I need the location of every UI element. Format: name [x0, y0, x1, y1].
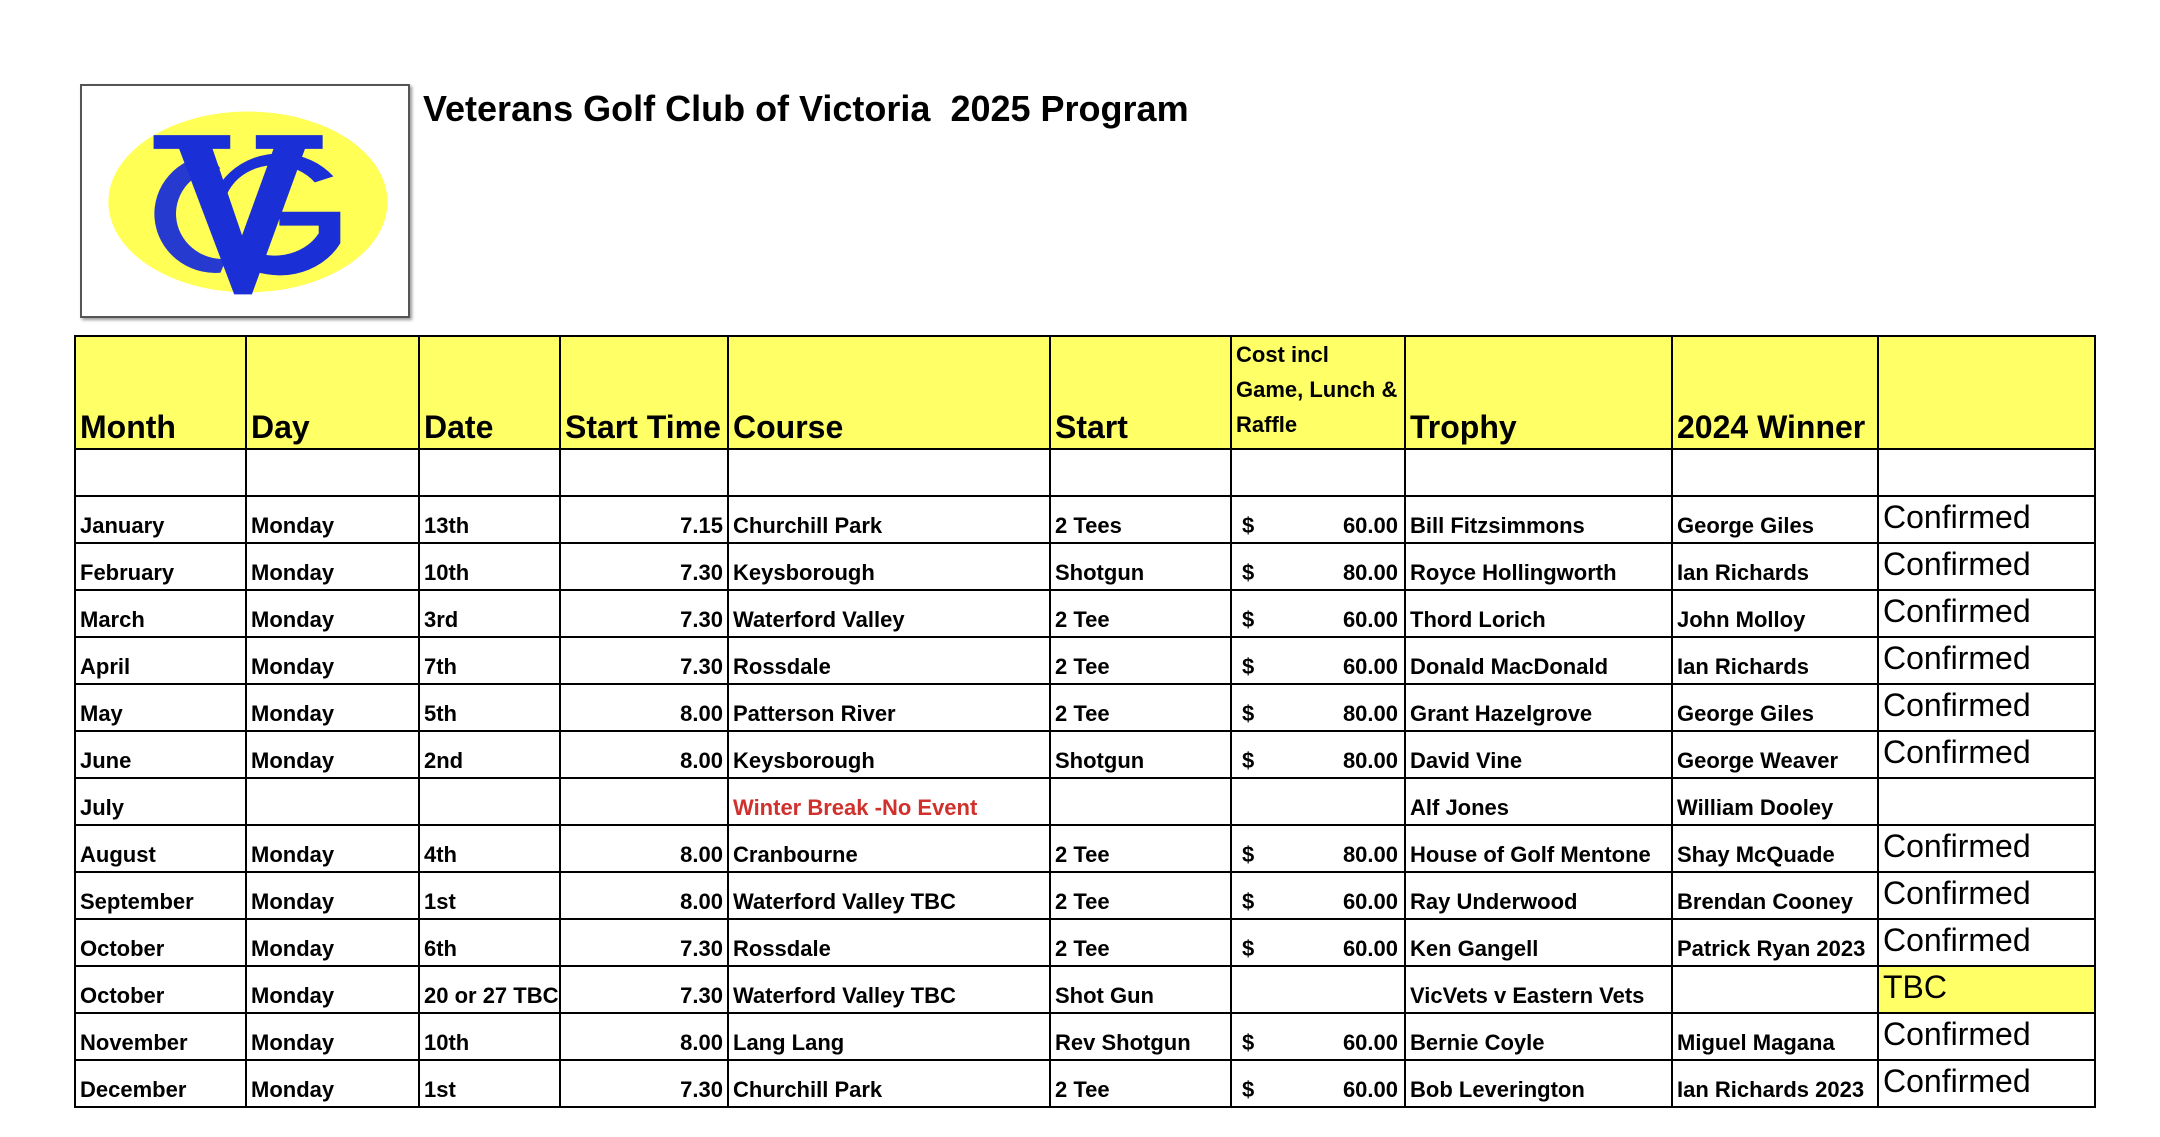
day-cell: Monday: [246, 637, 419, 684]
start-time-cell: 7.30: [560, 543, 728, 590]
trophy-cell: Royce Hollingworth: [1405, 543, 1672, 590]
table-row: [75, 825, 2095, 872]
day-cell: Monday: [246, 825, 419, 872]
start-time-cell: 7.30: [560, 637, 728, 684]
trophy-cell: Grant Hazelgrove: [1405, 684, 1672, 731]
start-time-cell: 8.00: [560, 731, 728, 778]
currency-symbol: $: [1242, 607, 1255, 632]
date-cell: 4th: [419, 825, 560, 872]
header-row: [75, 336, 2095, 449]
status-cell: Confirmed: [1878, 1060, 2095, 1107]
col-status: [1878, 336, 2095, 449]
table-row: [75, 966, 2095, 1013]
cost-cell: [1231, 637, 1405, 684]
col-cost: Cost incl Game, Lunch & Raffle: [1231, 336, 1405, 449]
winner-cell: Brendan Cooney: [1672, 872, 1878, 919]
start-time-cell: 7.30: [560, 966, 728, 1013]
status-cell: Confirmed: [1878, 684, 2095, 731]
date-cell: 1st: [419, 1060, 560, 1107]
date-cell: 20 or 27 TBC: [419, 966, 560, 1013]
currency-symbol: $: [1242, 513, 1255, 538]
cost-amount: 60.00: [1342, 1077, 1398, 1102]
start-time-cell: 7.30: [560, 1060, 728, 1107]
winner-cell: Ian Richards 2023: [1672, 1060, 1878, 1107]
winner-cell: George Giles: [1672, 496, 1878, 543]
date-cell: 1st: [419, 872, 560, 919]
day-cell: Monday: [246, 543, 419, 590]
course-cell: Waterford Valley TBC: [728, 872, 1050, 919]
month-cell: April: [75, 637, 246, 684]
month-cell: August: [75, 825, 246, 872]
cost-cell: [1231, 778, 1405, 825]
start-cell: [1050, 778, 1231, 825]
winner-cell: Ian Richards: [1672, 637, 1878, 684]
month-cell: June: [75, 731, 246, 778]
month-cell: January: [75, 496, 246, 543]
start-cell: 2 Tee: [1050, 684, 1231, 731]
winner-cell: William Dooley: [1672, 778, 1878, 825]
date-cell: 2nd: [419, 731, 560, 778]
start-cell: 2 Tees: [1050, 496, 1231, 543]
month-cell: November: [75, 1013, 246, 1060]
trophy-cell: Bernie Coyle: [1405, 1013, 1672, 1060]
date-cell: 7th: [419, 637, 560, 684]
cost-cell: [1231, 1060, 1405, 1107]
table-row: [75, 919, 2095, 966]
course-cell: Winter Break -No Event: [728, 778, 1050, 825]
currency-symbol: $: [1242, 889, 1255, 914]
col-month: Month: [75, 336, 246, 449]
cost-amount: 60.00: [1342, 513, 1398, 538]
status-cell: TBC: [1878, 966, 2095, 1013]
course-cell: Rossdale: [728, 637, 1050, 684]
trophy-cell: David Vine: [1405, 731, 1672, 778]
start-cell: 2 Tee: [1050, 919, 1231, 966]
winner-cell: George Giles: [1672, 684, 1878, 731]
month-cell: February: [75, 543, 246, 590]
status-cell: Confirmed: [1878, 590, 2095, 637]
trophy-cell: House of Golf Mentone: [1405, 825, 1672, 872]
cost-cell: [1231, 731, 1405, 778]
start-time-cell: 8.00: [560, 825, 728, 872]
cost-cell: [1231, 919, 1405, 966]
cost-amount: 60.00: [1342, 1030, 1398, 1055]
col-winner: 2024 Winner: [1672, 336, 1878, 449]
start-cell: 2 Tee: [1050, 1060, 1231, 1107]
start-cell: Shotgun: [1050, 731, 1231, 778]
course-cell: Cranbourne: [728, 825, 1050, 872]
date-cell: 10th: [419, 543, 560, 590]
day-cell: Monday: [246, 590, 419, 637]
month-cell: March: [75, 590, 246, 637]
currency-symbol: $: [1242, 1030, 1255, 1055]
start-time-cell: [560, 778, 728, 825]
table-row: [75, 872, 2095, 919]
start-cell: 2 Tee: [1050, 825, 1231, 872]
trophy-cell: Alf Jones: [1405, 778, 1672, 825]
start-cell: 2 Tee: [1050, 872, 1231, 919]
date-cell: 5th: [419, 684, 560, 731]
cost-amount: 80.00: [1342, 701, 1398, 726]
trophy-cell: Thord Lorich: [1405, 590, 1672, 637]
start-cell: Shot Gun: [1050, 966, 1231, 1013]
start-time-cell: 7.30: [560, 919, 728, 966]
winner-cell: Shay McQuade: [1672, 825, 1878, 872]
status-cell: Confirmed: [1878, 496, 2095, 543]
day-cell: Monday: [246, 496, 419, 543]
currency-symbol: $: [1242, 842, 1255, 867]
table-row: [75, 1060, 2095, 1107]
winner-cell: Miguel Magana: [1672, 1013, 1878, 1060]
currency-symbol: $: [1242, 654, 1255, 679]
status-cell: Confirmed: [1878, 872, 2095, 919]
cost-amount: 60.00: [1342, 889, 1398, 914]
day-cell: Monday: [246, 1013, 419, 1060]
status-cell: Confirmed: [1878, 825, 2095, 872]
status-cell: Confirmed: [1878, 637, 2095, 684]
trophy-cell: VicVets v Eastern Vets: [1405, 966, 1672, 1013]
start-time-cell: 8.00: [560, 1013, 728, 1060]
table-row: [75, 731, 2095, 778]
date-cell: 3rd: [419, 590, 560, 637]
trophy-cell: Bill Fitzsimmons: [1405, 496, 1672, 543]
currency-symbol: $: [1242, 701, 1255, 726]
cost-cell: [1231, 966, 1405, 1013]
start-cell: 2 Tee: [1050, 590, 1231, 637]
col-start: Start: [1050, 336, 1231, 449]
cost-cell: [1231, 872, 1405, 919]
winner-cell: Ian Richards: [1672, 543, 1878, 590]
col-course: Course: [728, 336, 1050, 449]
club-logo: [80, 84, 410, 318]
cost-cell: [1231, 496, 1405, 543]
month-cell: September: [75, 872, 246, 919]
table-row: [75, 637, 2095, 684]
start-time-cell: 7.15: [560, 496, 728, 543]
day-cell: Monday: [246, 684, 419, 731]
cost-cell: [1231, 590, 1405, 637]
course-cell: Lang Lang: [728, 1013, 1050, 1060]
winner-cell: Patrick Ryan 2023: [1672, 919, 1878, 966]
start-time-cell: 8.00: [560, 684, 728, 731]
cost-amount: 60.00: [1342, 607, 1398, 632]
cost-amount: 80.00: [1342, 748, 1398, 773]
winner-cell: George Weaver: [1672, 731, 1878, 778]
date-cell: [419, 778, 560, 825]
date-cell: 10th: [419, 1013, 560, 1060]
course-cell: Keysborough: [728, 543, 1050, 590]
day-cell: Monday: [246, 1060, 419, 1107]
cost-cell: [1231, 1013, 1405, 1060]
day-cell: Monday: [246, 966, 419, 1013]
trophy-cell: Ken Gangell: [1405, 919, 1672, 966]
trophy-cell: Bob Leverington: [1405, 1060, 1672, 1107]
course-cell: Churchill Park: [728, 1060, 1050, 1107]
day-cell: Monday: [246, 919, 419, 966]
col-trophy: Trophy: [1405, 336, 1672, 449]
cost-amount: 80.00: [1342, 842, 1398, 867]
cost-cell: [1231, 825, 1405, 872]
table-row: [75, 778, 2095, 825]
status-cell: Confirmed: [1878, 543, 2095, 590]
start-cell: Rev Shotgun: [1050, 1013, 1231, 1060]
table-row: [75, 590, 2095, 637]
spacer-row: [75, 449, 2095, 496]
col-day: Day: [246, 336, 419, 449]
day-cell: Monday: [246, 872, 419, 919]
start-time-cell: 8.00: [560, 872, 728, 919]
svg-text:VGC: VGC: [245, 307, 248, 309]
date-cell: 6th: [419, 919, 560, 966]
trophy-cell: Ray Underwood: [1405, 872, 1672, 919]
cost-cell: [1231, 543, 1405, 590]
trophy-cell: Donald MacDonald: [1405, 637, 1672, 684]
cost-amount: 60.00: [1342, 936, 1398, 961]
table-row: [75, 496, 2095, 543]
month-cell: October: [75, 966, 246, 1013]
table-row: [75, 684, 2095, 731]
cost-amount: 80.00: [1342, 560, 1398, 585]
currency-symbol: $: [1242, 560, 1255, 585]
course-cell: Waterford Valley: [728, 590, 1050, 637]
status-cell: [1878, 778, 2095, 825]
month-cell: December: [75, 1060, 246, 1107]
table-row: [75, 543, 2095, 590]
course-cell: Patterson River: [728, 684, 1050, 731]
col-date: Date: [419, 336, 560, 449]
winner-cell: John Molloy: [1672, 590, 1878, 637]
day-cell: Monday: [246, 731, 419, 778]
course-cell: Keysborough: [728, 731, 1050, 778]
day-cell: [246, 778, 419, 825]
month-cell: May: [75, 684, 246, 731]
page-title: Veterans Golf Club of Victoria 2025 Program: [423, 88, 1189, 129]
date-cell: 13th: [419, 496, 560, 543]
currency-symbol: $: [1242, 748, 1255, 773]
status-cell: Confirmed: [1878, 731, 2095, 778]
month-cell: October: [75, 919, 246, 966]
start-cell: Shotgun: [1050, 543, 1231, 590]
course-cell: Waterford Valley TBC: [728, 966, 1050, 1013]
col-start-time: Start Time: [560, 336, 728, 449]
status-cell: Confirmed: [1878, 919, 2095, 966]
cost-cell: [1231, 684, 1405, 731]
cost-amount: 60.00: [1342, 654, 1398, 679]
currency-symbol: $: [1242, 936, 1255, 961]
table-row: [75, 1013, 2095, 1060]
status-cell: Confirmed: [1878, 1013, 2095, 1060]
month-cell: July: [75, 778, 246, 825]
start-time-cell: 7.30: [560, 590, 728, 637]
winner-cell: [1672, 966, 1878, 1013]
course-cell: Churchill Park: [728, 496, 1050, 543]
vgc-monogram-icon: [82, 86, 408, 316]
currency-symbol: $: [1242, 1077, 1255, 1102]
start-cell: 2 Tee: [1050, 637, 1231, 684]
program-table: [74, 335, 2096, 1108]
course-cell: Rossdale: [728, 919, 1050, 966]
